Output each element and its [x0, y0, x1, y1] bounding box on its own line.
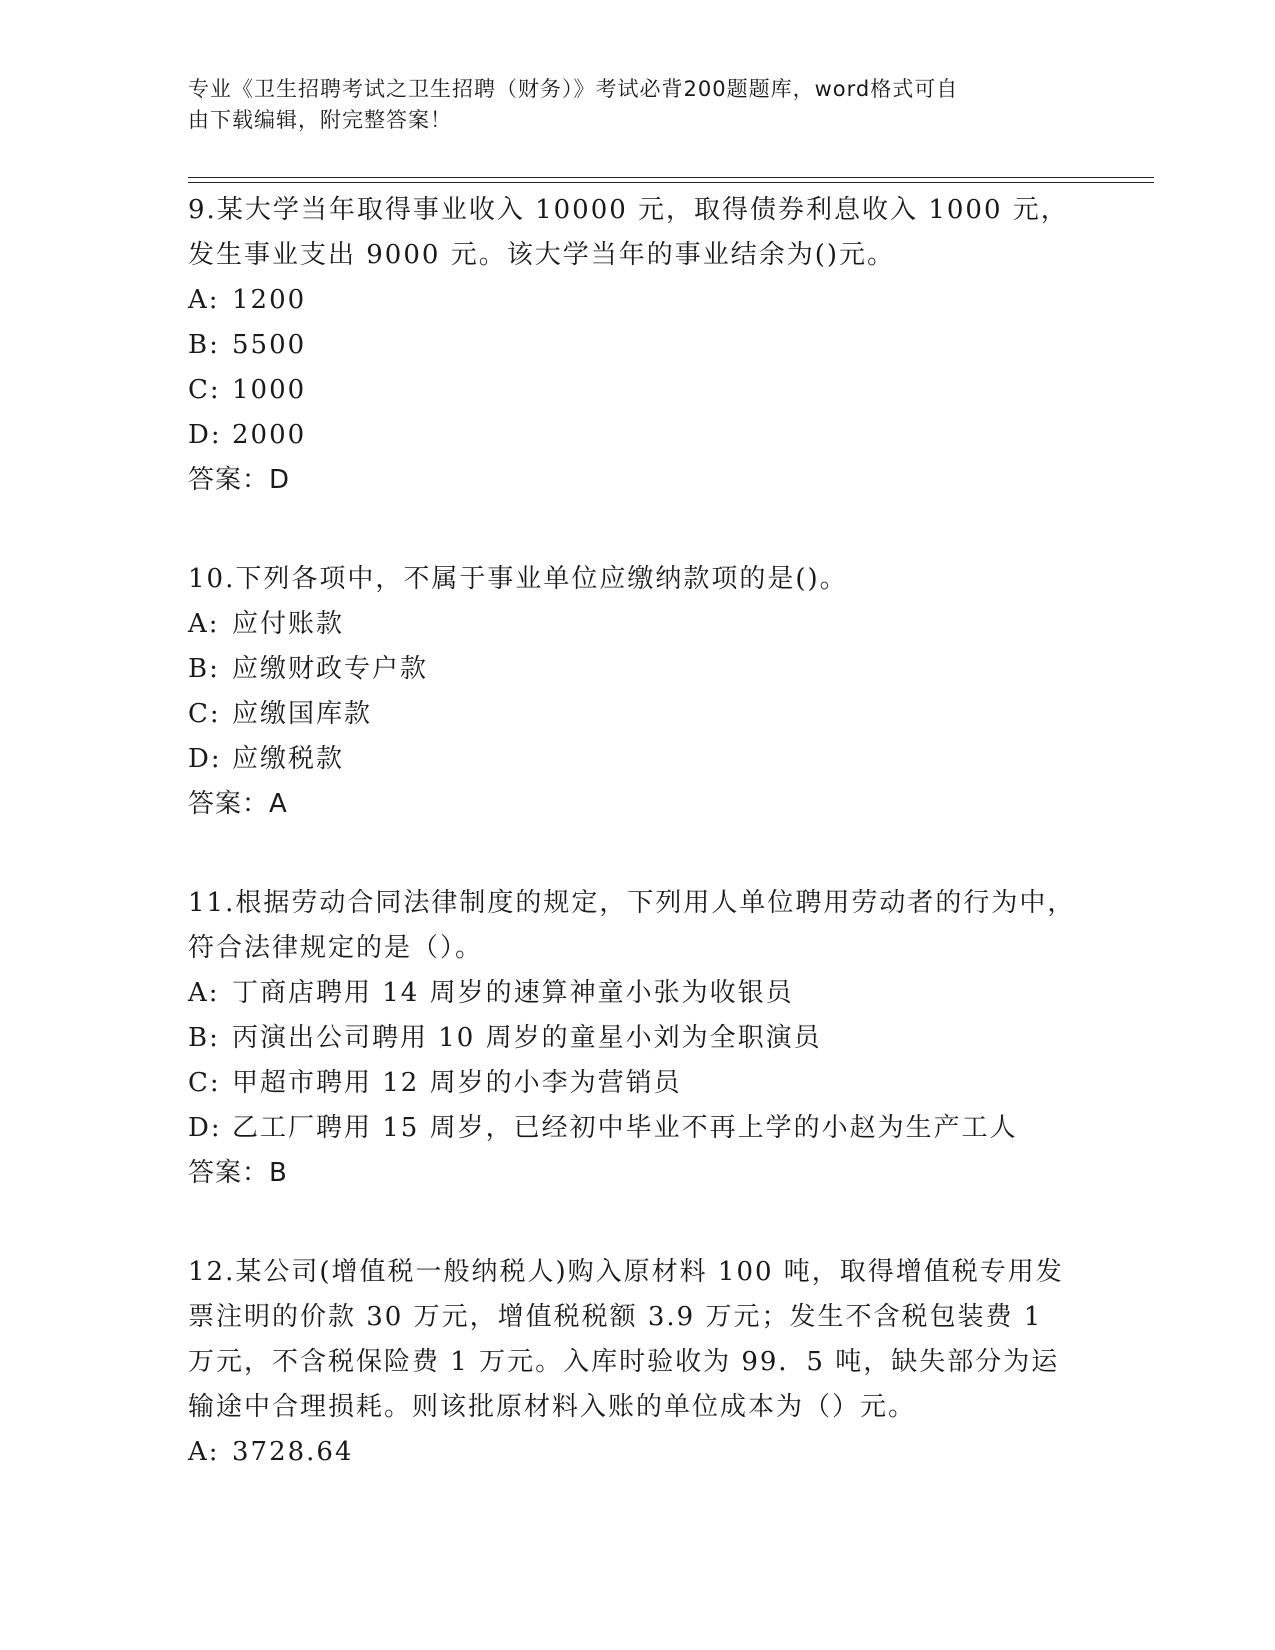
option-d: [188, 737, 1078, 782]
header-intro-line-1: 专业《卫生招聘考试之卫生招聘（财务）》考试必背200题题库，word格式可自: [188, 77, 959, 101]
option-text: 1000: [232, 375, 307, 405]
option-b: [188, 323, 1078, 368]
option-text: 丙演出公司聘用 10 周岁的童星小刘为全职演员: [232, 1023, 822, 1053]
option-key: B:: [188, 330, 220, 360]
option-text: 应缴税款: [232, 744, 345, 774]
question-number: 9.: [188, 195, 217, 225]
question-10: [188, 557, 1078, 827]
option-key: C:: [188, 1068, 221, 1098]
option-c: [188, 692, 1078, 737]
option-key: B:: [188, 1023, 220, 1053]
question-number: 12.: [188, 1257, 236, 1287]
option-b: [188, 647, 1078, 692]
option-b: [188, 1016, 1078, 1061]
option-key: C:: [188, 699, 221, 729]
question-9: [188, 188, 1078, 503]
question-list: [188, 188, 1078, 1529]
option-text: 5500: [232, 330, 307, 360]
option-key: D:: [188, 420, 222, 450]
question-text: [188, 557, 1078, 602]
question-text: [188, 188, 1078, 278]
question-stem: 下列各项中，不属于事业单位应缴纳款项的是()。: [235, 564, 848, 594]
option-c: [188, 368, 1078, 413]
question-stem: 根据劳动合同法律制度的规定，下列用人单位聘用劳动者的行为中，符合法律规定的是（）。: [188, 888, 1076, 963]
question-number: 10.: [188, 564, 236, 594]
option-text: 甲超市聘用 12 周岁的小李为营销员: [232, 1068, 682, 1098]
question-11: [188, 881, 1078, 1196]
option-text: 丁商店聘用 14 周岁的速算神童小张为收银员: [232, 978, 794, 1008]
option-key: C:: [188, 375, 221, 405]
option-key: B:: [188, 654, 220, 684]
option-d: [188, 413, 1078, 458]
option-key: A:: [188, 978, 220, 1008]
question-number: 11.: [188, 888, 236, 918]
option-text: 应缴财政专户款: [232, 654, 429, 684]
option-a: [188, 971, 1078, 1016]
answer-line: 答案：A: [188, 789, 288, 819]
header-intro-line-2: 由下载编辑，附完整答案！: [188, 108, 452, 132]
question-stem: 某大学当年取得事业收入 10000 元，取得债券利息收入 1000 元，发生事业支出 9000 元。该大学当年的事业结余为()元。: [188, 195, 1069, 270]
option-key: D:: [188, 1113, 222, 1143]
option-key: A:: [188, 285, 220, 315]
question-text: [188, 881, 1078, 971]
option-text: 2000: [232, 420, 307, 450]
option-a: [188, 278, 1078, 323]
answer-line: 答案：D: [188, 465, 291, 495]
option-c: [188, 1061, 1078, 1106]
question-12: [188, 1250, 1078, 1475]
option-text: 3728.64: [232, 1437, 354, 1467]
option-a: [188, 602, 1078, 647]
option-text: 应付账款: [232, 609, 345, 639]
question-stem: 某公司(增值税一般纳税人)购入原材料 100 吨，取得增值税专用发票注明的价款 30 万元，增值税税额 3.9 万元；发生不含税包装费 1 万元，不含税保险费 1 万元。入库时验收为 99．5 吨，缺失部分为运输途中合理损耗。则该批原材料入账的单位成本为（）元。: [188, 1257, 1064, 1422]
header-divider-bottom: [188, 182, 1154, 183]
option-text: 乙工厂聘用 15 周岁，已经初中毕业不再上学的小赵为生产工人: [232, 1113, 1018, 1143]
option-text: 应缴国库款: [232, 699, 373, 729]
answer-line: 答案：B: [188, 1158, 288, 1188]
document-header: [188, 74, 1068, 136]
option-a: [188, 1430, 1078, 1475]
option-key: D:: [188, 744, 222, 774]
header-divider-top: [188, 177, 1154, 178]
option-d: [188, 1106, 1078, 1151]
option-key: A:: [188, 1437, 220, 1467]
question-text: [188, 1250, 1078, 1430]
option-key: A:: [188, 609, 220, 639]
option-text: 1200: [232, 285, 307, 315]
